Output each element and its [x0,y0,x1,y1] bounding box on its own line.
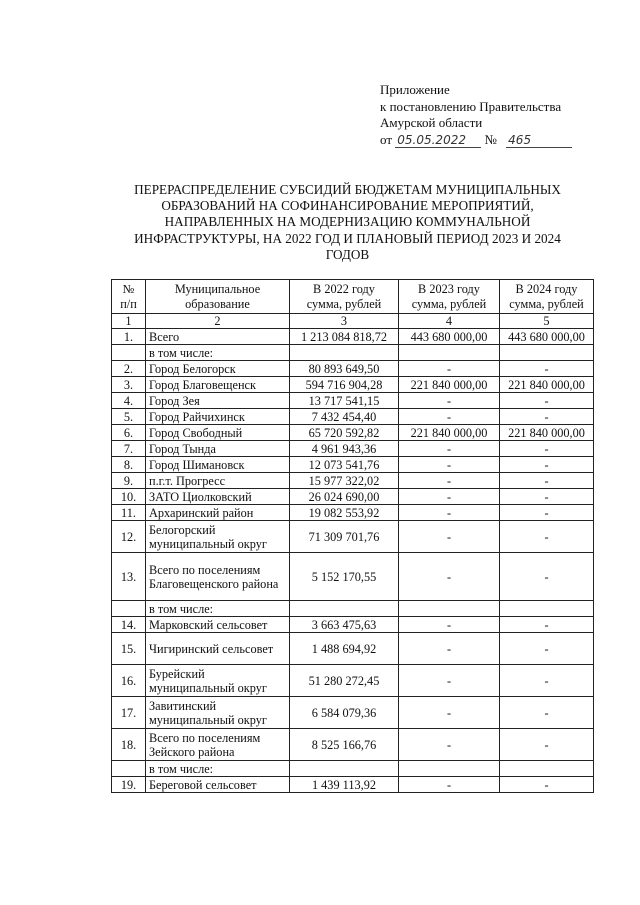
table-row [112,441,594,457]
row-number: 15. [112,633,146,665]
date-prefix: от [380,131,393,147]
row-amount-2023: - [399,457,500,473]
row-amount-2023: - [399,393,500,409]
row-amount-2023: - [399,521,500,553]
row-number: 9. [112,473,146,489]
title-line: ПЕРЕРАСПРЕДЕЛЕНИЕ СУБСИДИЙ БЮДЖЕТАМ МУНИЦИПАЛЬНЫХ [134,182,561,197]
row-amount-2024: - [500,617,594,633]
row-number: 17. [112,697,146,729]
row-amount-2022: 1 488 694,92 [290,633,399,665]
column-number: 2 [146,314,290,329]
table-row [112,377,594,393]
table-row [112,553,594,601]
row-amount-2024: - [500,697,594,729]
row-municipality: Город Благовещенск [146,377,290,393]
row-amount-2024: - [500,457,594,473]
table-row [112,457,594,473]
header-2023: В 2023 году сумма, рублей [399,280,500,314]
row-amount-2022: 8 525 166,76 [290,729,399,761]
row-amount-2022: 12 073 541,76 [290,457,399,473]
row-amount-2023: - [399,777,500,793]
row-amount-2024: - [500,489,594,505]
row-amount-2022: 4 961 943,36 [290,441,399,457]
row-amount-2023: - [399,473,500,489]
row-amount-2023: - [399,553,500,601]
row-municipality: ЗАТО Циолковский [146,489,290,505]
row-amount-2024: - [500,665,594,697]
table-row [112,729,594,761]
row-number: 7. [112,441,146,457]
row-amount-2022 [290,345,399,361]
appendix-region: Амурской области [380,115,483,130]
column-number: 5 [500,314,594,329]
row-municipality: Город Райчихинск [146,409,290,425]
row-number: 13. [112,553,146,601]
row-amount-2023: 221 840 000,00 [399,425,500,441]
row-amount-2023: - [399,617,500,633]
row-amount-2024: 443 680 000,00 [500,329,594,345]
row-municipality: в том числе: [146,761,290,777]
table-row [112,665,594,697]
row-amount-2024: 221 840 000,00 [500,425,594,441]
row-amount-2022: 71 309 701,76 [290,521,399,553]
row-number: 11. [112,505,146,521]
row-municipality: Город Зея [146,393,290,409]
row-number: 10. [112,489,146,505]
row-amount-2024 [500,345,594,361]
table-row [112,777,594,793]
row-amount-2022: 65 720 592,82 [290,425,399,441]
appendix-title: Приложение [380,82,450,97]
row-municipality: Завитинский муниципальный округ [146,697,290,729]
header-number: № п/п [112,280,146,314]
row-municipality: в том числе: [146,345,290,361]
row-municipality: Архаринский район [146,505,290,521]
row-municipality: Город Тында [146,441,290,457]
row-number: 6. [112,425,146,441]
row-number: 1. [112,329,146,345]
row-number [112,345,146,361]
row-number: 18. [112,729,146,761]
title-line: ИНФРАСТРУКТУРЫ, НА 2022 ГОД И ПЛАНОВЫЙ ПЕРИОД 2023 И 2024 [134,230,561,246]
row-municipality: Всего по поселениям Зейского района [146,729,290,761]
row-amount-2022: 13 717 541,15 [290,393,399,409]
column-number: 1 [112,314,146,329]
row-municipality: Бурейский муниципальный округ [146,665,290,697]
row-amount-2024 [500,761,594,777]
row-amount-2022: 594 716 904,28 [290,377,399,393]
table-row [112,345,594,361]
table-row [112,521,594,553]
row-amount-2023: - [399,729,500,761]
table-row [112,425,594,441]
row-amount-2024: 221 840 000,00 [500,377,594,393]
header-2024: В 2024 году сумма, рублей [500,280,594,314]
row-amount-2022 [290,601,399,617]
row-amount-2023: - [399,697,500,729]
row-number: 14. [112,617,146,633]
document-title [105,182,590,263]
row-municipality: Всего [146,329,290,345]
appendix-resolution-ref: к постановлению Правительства [380,98,562,114]
table-row [112,361,594,377]
table-row [112,409,594,425]
row-amount-2022: 26 024 690,00 [290,489,399,505]
title-line: ГОДОВ [325,246,370,262]
appendix-date-line [380,132,572,149]
row-amount-2022: 5 152 170,55 [290,553,399,601]
row-amount-2024: - [500,553,594,601]
row-amount-2023: - [399,409,500,425]
row-number: 5. [112,409,146,425]
row-amount-2024: - [500,521,594,553]
column-number: 4 [399,314,500,329]
table-row [112,697,594,729]
title-line: ОБРАЗОВАНИЙ НА СОФИНАНСИРОВАНИЕ МЕРОПРИЯТИЙ, [161,198,534,214]
row-number: 3. [112,377,146,393]
row-amount-2023: - [399,665,500,697]
row-amount-2023: - [399,489,500,505]
table-body [112,329,594,793]
row-amount-2022: 19 082 553,92 [290,505,399,521]
column-number-row [112,314,594,329]
row-number: 19. [112,777,146,793]
handwritten-number: 465 [506,133,572,148]
row-amount-2022: 1 439 113,92 [290,777,399,793]
table-row [112,393,594,409]
row-municipality: п.г.т. Прогресс [146,473,290,489]
row-municipality: Чигиринский сельсовет [146,633,290,665]
row-amount-2023: - [399,505,500,521]
header-municipality: Муниципальное образование [146,280,290,314]
row-amount-2024: - [500,393,594,409]
row-amount-2023 [399,345,500,361]
row-number: 2. [112,361,146,377]
row-amount-2023: - [399,441,500,457]
row-amount-2022 [290,761,399,777]
row-amount-2024 [500,601,594,617]
title-line: НАПРАВЛЕННЫХ НА МОДЕРНИЗАЦИЮ КОММУНАЛЬНОЙ [164,214,531,230]
row-amount-2023: 443 680 000,00 [399,329,500,345]
row-municipality: Город Белогорск [146,361,290,377]
row-municipality: Марковский сельсовет [146,617,290,633]
handwritten-date: 05.05.2022 [395,133,481,148]
row-amount-2022: 6 584 079,36 [290,697,399,729]
row-municipality: Город Свободный [146,425,290,441]
row-number: 12. [112,521,146,553]
row-municipality: Береговой сельсовет [146,777,290,793]
table-header-row [112,280,594,314]
row-amount-2024: - [500,777,594,793]
row-amount-2023 [399,601,500,617]
table-row [112,505,594,521]
row-municipality: Город Шимановск [146,457,290,473]
row-amount-2024: - [500,473,594,489]
number-prefix: № [484,131,497,147]
row-number: 8. [112,457,146,473]
row-amount-2023 [399,761,500,777]
table-row [112,473,594,489]
table-row [112,329,594,345]
row-amount-2022: 15 977 322,02 [290,473,399,489]
row-amount-2022: 1 213 084 818,72 [290,329,399,345]
table-row [112,617,594,633]
row-number [112,761,146,777]
row-amount-2024: - [500,633,594,665]
table-row [112,761,594,777]
header-2022: В 2022 году сумма, рублей [290,280,399,314]
row-municipality: Всего по поселениям Благовещенского района [146,553,290,601]
column-number: 3 [290,314,399,329]
row-amount-2022: 7 432 454,40 [290,409,399,425]
row-amount-2023: - [399,633,500,665]
row-amount-2024: - [500,729,594,761]
row-municipality: в том числе: [146,601,290,617]
appendix-block [380,82,572,148]
row-number: 16. [112,665,146,697]
row-amount-2022: 80 893 649,50 [290,361,399,377]
row-amount-2024: - [500,441,594,457]
row-amount-2023: - [399,361,500,377]
row-number: 4. [112,393,146,409]
subsidy-table [111,279,594,793]
row-municipality: Белогорский муниципальный округ [146,521,290,553]
table-row [112,601,594,617]
row-number [112,601,146,617]
row-amount-2023: 221 840 000,00 [399,377,500,393]
row-amount-2024: - [500,361,594,377]
row-amount-2024: - [500,505,594,521]
row-amount-2022: 51 280 272,45 [290,665,399,697]
row-amount-2024: - [500,409,594,425]
row-amount-2022: 3 663 475,63 [290,617,399,633]
table-row [112,633,594,665]
table-row [112,489,594,505]
